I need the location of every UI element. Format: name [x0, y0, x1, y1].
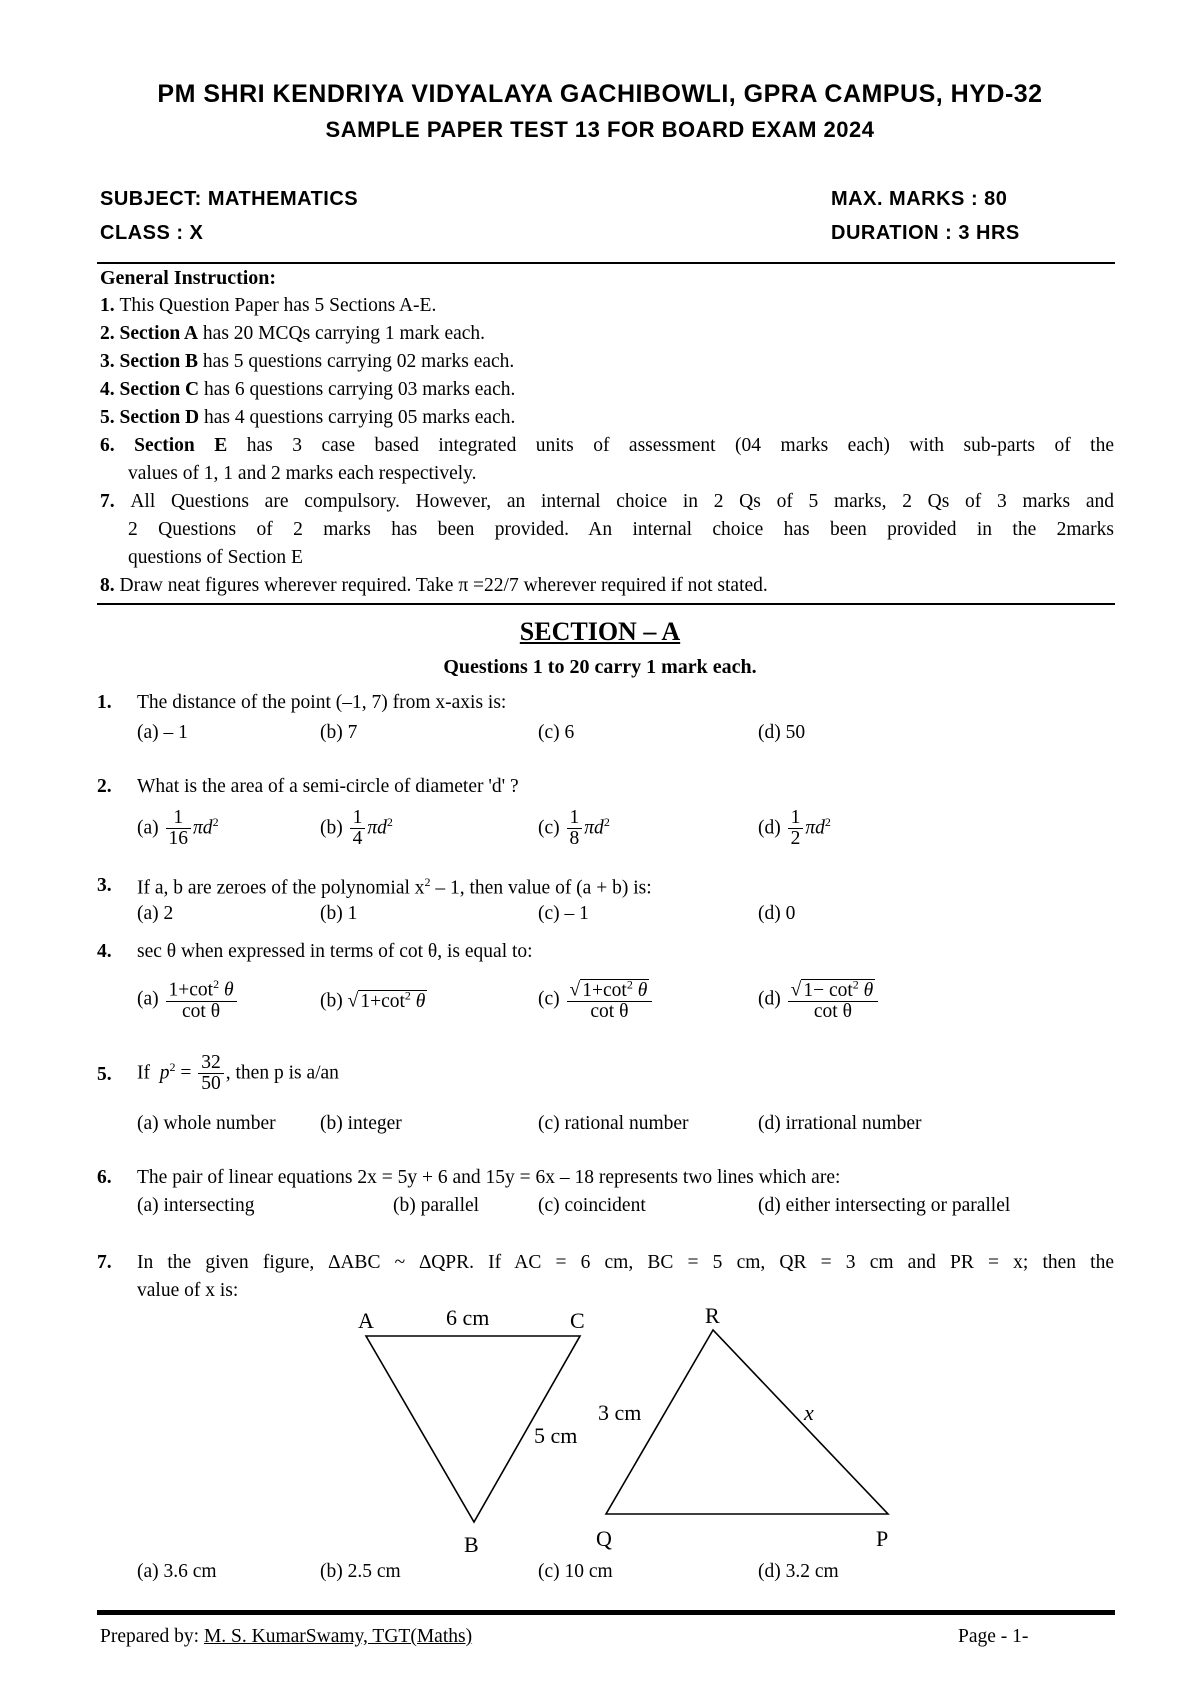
test-title: SAMPLE PAPER TEST 13 FOR BOARD EXAM 2024 [325, 117, 875, 142]
q5-text: If $p^2$ = $\frac{32}{50}$ , then p is a/an [137, 1052, 339, 1095]
q5-option-d: (d) irrational number [758, 1113, 922, 1134]
instruction-5: 5. Section D has 4 questions carrying 05 marks each. [100, 407, 516, 428]
q4-text: sec θ when expressed in terms of cot θ, is equal to: [137, 941, 533, 962]
q1-number: 1. [97, 692, 112, 713]
q1-option-b: (b) 7 [320, 722, 358, 743]
duration: DURATION : 3 HRS [831, 222, 1020, 244]
instruction-7-cont: 2 Questions of 2 marks has been provided. An internal choice has been provided in the 2marks [128, 519, 1114, 540]
instruction-4: 4. Section C has 6 questions carrying 03 marks each. [100, 379, 516, 400]
q2-number: 2. [97, 776, 112, 797]
q3-option-c: (c) – 1 [538, 903, 589, 924]
school-name: PM SHRI KENDRIYA VIDYALAYA GACHIBOWLI, GPRA CAMPUS, HYD-32 [157, 80, 1043, 108]
instruction-6: 6. Section E has 3 case based integrated units of assessment (04 marks each) with sub-parts of the [100, 435, 1115, 456]
q1-option-d: (d) 50 [758, 722, 806, 743]
page-number: Page - 1- [958, 1626, 1029, 1647]
subject-label: SUBJECT: MATHEMATICS [100, 188, 359, 210]
instructions-title: General Instruction: [100, 267, 277, 289]
instruction-3: 3. Section B has 5 questions carrying 02 marks each. [100, 351, 515, 372]
q5-option-c: (c) rational number [538, 1113, 689, 1134]
section-subtitle: Questions 1 to 20 carry 1 mark each. [443, 656, 757, 678]
label-r: R [705, 1303, 720, 1328]
label-c: C [570, 1308, 585, 1333]
q2-option-b: (b) $\frac{1}{4}$ $\pi d^2$ [320, 807, 393, 850]
instruction-1: 1. This Question Paper has 5 Sections A-E. [100, 295, 437, 316]
q4-option-a: (a) $\frac{1+\cot^2 \theta}{\text{cot θ}}$ [137, 978, 239, 1022]
instruction-7: 7. All Questions are compulsory. However, an internal choice in 2 Qs of 5 marks, 2 Qs of 3 marks and [100, 491, 1114, 512]
q3-number: 3. [97, 875, 112, 896]
q7-option-b: (b) 2.5 cm [320, 1561, 401, 1582]
q6-text: The pair of linear equations 2x = 5y + 6 and 15y = 6x – 18 represents two lines which are: [137, 1167, 841, 1188]
q7-text: In the given figure, ∆ABC ~ ∆QPR. If AC = 6 cm, BC = 5 cm, QR = 3 cm and PR = x; then the [137, 1252, 1114, 1273]
q1-option-a: (a) – 1 [137, 722, 188, 743]
q3-text: If a, b are zeroes of the polynomial $x^2 - 1$, then value of (a + b) is: [137, 875, 652, 899]
q6-number: 6. [97, 1167, 112, 1188]
q2-option-c: (c) $\frac{1}{8}$ $\pi d^2$ [538, 807, 610, 850]
instruction-2: 2. Section A has 20 MCQs carrying 1 mark each. [100, 323, 486, 344]
q2-text: What is the area of a semi-circle of diameter 'd' ? [137, 776, 519, 797]
q5-number: 5. [97, 1064, 112, 1085]
label-b: B [464, 1532, 479, 1557]
q4-number: 4. [97, 941, 112, 962]
q3-option-b: (b) 1 [320, 903, 358, 924]
q4-option-c: (c) $\frac{√ 1+\cot^2 \theta}{\text{cot θ}}$ [538, 978, 654, 1022]
q3-option-a: (a) 2 [137, 903, 174, 924]
instruction-8: 8. Draw neat figures wherever required. Take π =22/7 wherever required if not stated. [100, 575, 768, 596]
q6-option-c: (c) coincident [538, 1195, 646, 1216]
class-label: CLASS : X [100, 222, 204, 244]
q6-option-b: (b) parallel [393, 1195, 480, 1216]
label-bc: 5 cm [534, 1423, 578, 1448]
q1-option-c: (c) 6 [538, 722, 575, 743]
q7-option-d: (d) 3.2 cm [758, 1561, 839, 1582]
max-marks: MAX. MARKS : 80 [831, 188, 1008, 210]
q6-option-d: (d) either intersecting or parallel [758, 1195, 1011, 1216]
label-p: P [876, 1526, 889, 1551]
instruction-7-end: questions of Section E [128, 547, 303, 568]
q7-option-c: (c) 10 cm [538, 1561, 613, 1582]
q7-option-a: (a) 3.6 cm [137, 1561, 217, 1582]
q6-option-a: (a) intersecting [137, 1195, 255, 1216]
q2-option-a: (a) $\frac{1}{16}$ $\pi d^2$ [137, 807, 219, 850]
q5-option-b: (b) integer [320, 1113, 402, 1134]
label-pr: x [804, 1400, 814, 1425]
q5-option-a: (a) whole number [137, 1113, 276, 1134]
q4-option-b: (b) √ $1+\cot^2$ θ [320, 988, 426, 1012]
triangle-qpr [606, 1330, 888, 1514]
label-q: Q [596, 1526, 612, 1551]
section-title: SECTION – A [519, 617, 681, 646]
label-a: A [358, 1308, 374, 1333]
instruction-6-cont: values of 1, 1 and 2 marks each respectively. [128, 463, 477, 484]
q3-option-d: (d) 0 [758, 903, 796, 924]
label-ac: 6 cm [446, 1305, 490, 1330]
q7-text-cont: value of x is: [137, 1280, 239, 1301]
q7-number: 7. [97, 1252, 112, 1273]
footer-rule [97, 1610, 1115, 1615]
footer-credit: Prepared by: M. S. KumarSwamy, TGT(Maths) [100, 1626, 473, 1647]
q2-option-d: (d) $\frac{1}{2}$ $\pi d^2$ [758, 807, 831, 850]
label-qr: 3 cm [598, 1400, 642, 1425]
q1-text: The distance of the point (–1, 7) from x-axis is: [137, 692, 507, 713]
q4-option-d: (d) $\frac{√ 1- \cot^2 \theta}{\text{cot θ}}$ [758, 978, 880, 1022]
